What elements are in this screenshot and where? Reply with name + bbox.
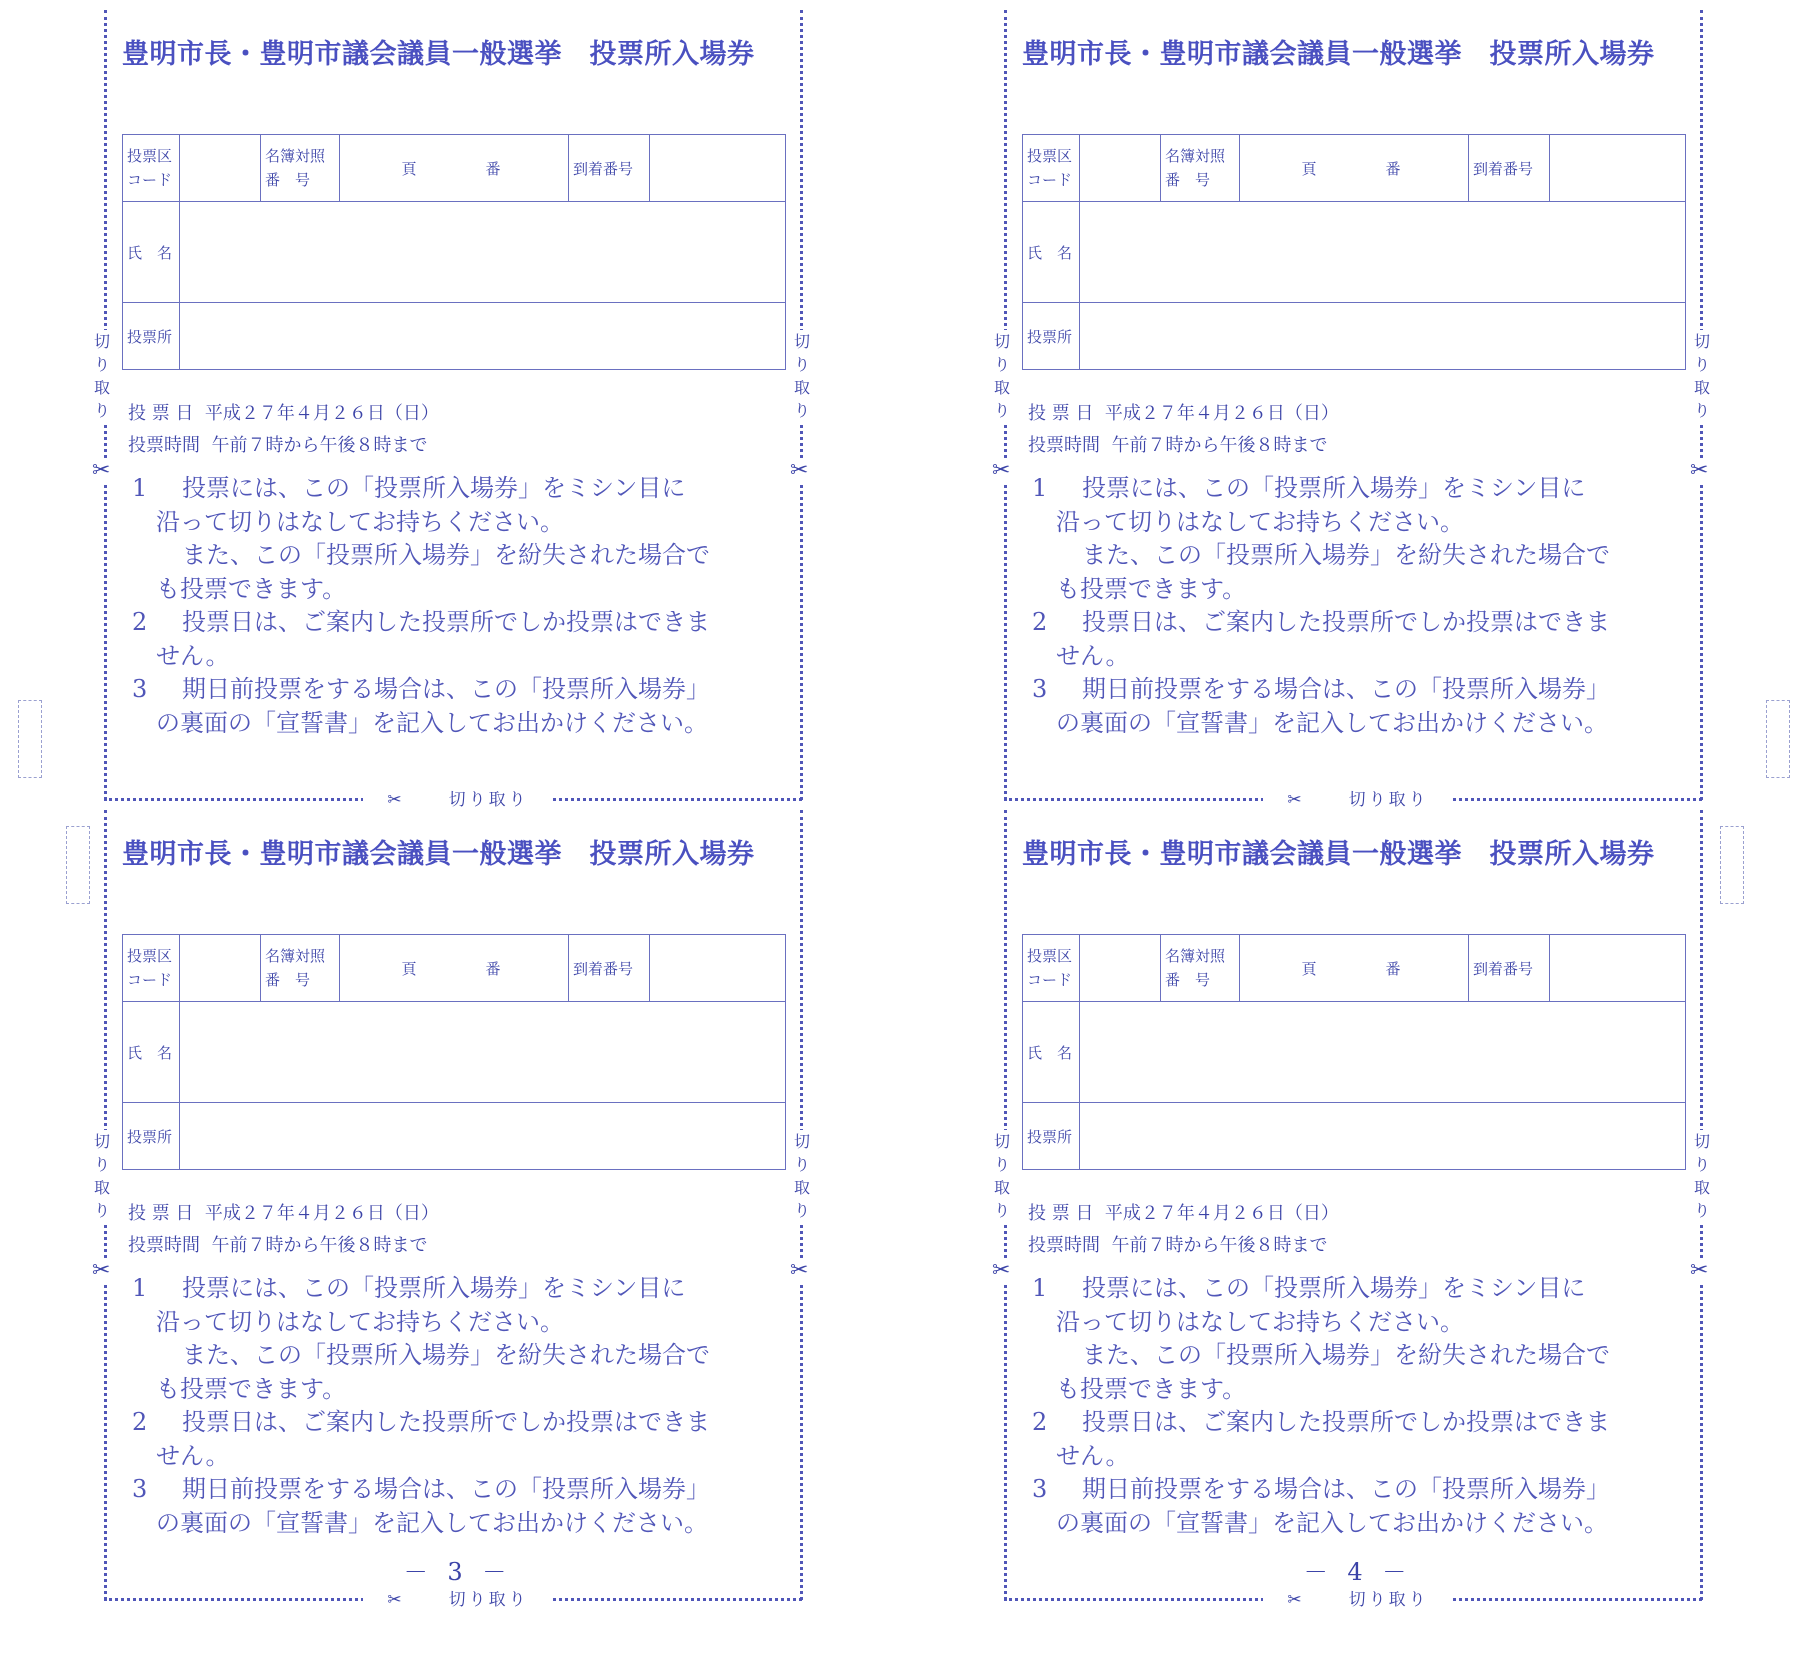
side-cut-label: 切り取り: [91, 330, 113, 422]
ticket-title: 豊明市長・豊明市議会議員一般選挙 投票所入場券: [122, 839, 755, 870]
side-cut-label: 切り取り: [791, 330, 813, 422]
arrival-number-value: [650, 935, 786, 1002]
name-value: [180, 1002, 786, 1103]
name-value: [180, 202, 786, 303]
edge-mark: [1766, 700, 1790, 778]
polling-place-label: 投票所: [1023, 303, 1080, 370]
scissors-icon: ✂: [1275, 1590, 1316, 1610]
voter-info-table: [1022, 934, 1686, 1170]
arrival-number-label: 到着番号: [1469, 935, 1550, 1002]
arrival-number-value: [1550, 935, 1686, 1002]
district-code-value: [1080, 135, 1161, 202]
side-cut-label: 切り取り: [791, 1130, 813, 1222]
vote-info: [1028, 398, 1339, 462]
page-number-label: 頁 番: [1240, 135, 1469, 202]
ticket-bottom-left: [88, 810, 828, 1610]
side-cut-label: 切り取り: [1691, 330, 1713, 422]
side-cut-label: 切り取り: [91, 1130, 113, 1222]
note-item: 1 投票には、この「投票所入場券」をミシン目に 沿って切りはなしてお持ちください。 また、この「投票所入場券」を紛失された場合で も投票できます。: [1032, 1274, 1610, 1403]
vote-day-value: 平成２７年４月２６日（日）: [1104, 1203, 1339, 1224]
scissors-icon: ✂: [92, 1258, 111, 1283]
edge-mark: [18, 700, 42, 778]
arrival-number-label: 到着番号: [1469, 135, 1550, 202]
vote-day-label: 投 票 日: [128, 403, 194, 424]
scissors-icon: ✂: [1690, 1258, 1709, 1283]
arrival-number-label: 到着番号: [569, 935, 650, 1002]
vote-time-value: 午前７時から午後８時まで: [1111, 435, 1328, 456]
vote-time-value: 午前７時から午後８時まで: [1111, 1235, 1328, 1256]
vote-info: [128, 398, 439, 462]
note-item: 1 投票には、この「投票所入場券」をミシン目に 沿って切りはなしてお持ちください。 また、この「投票所入場券」を紛失された場合で も投票できます。: [132, 474, 710, 603]
note-item: 1 投票には、この「投票所入場券」をミシン目に 沿って切りはなしてお持ちください。 また、この「投票所入場券」を紛失された場合で も投票できます。: [1032, 474, 1610, 603]
page-number-label: 頁 番: [340, 935, 569, 1002]
bottom-cut-label: ✂ 切り取り: [988, 785, 1728, 810]
polling-place-value: [180, 303, 786, 370]
scissors-icon: ✂: [992, 1258, 1011, 1283]
ticket-title: 豊明市長・豊明市議会議員一般選挙 投票所入場券: [1022, 39, 1655, 70]
ticket-title: 豊明市長・豊明市議会議員一般選挙 投票所入場券: [122, 39, 755, 70]
arrival-number-value: [650, 135, 786, 202]
note-item: 2 投票日は、ご案内した投票所でしか投票はできま せん。: [132, 608, 710, 670]
note-item: 1 投票には、この「投票所入場券」をミシン目に 沿って切りはなしてお持ちください。 また、この「投票所入場券」を紛失された場合で も投票できます。: [132, 1274, 710, 1403]
vote-time-label: 投票時間: [128, 435, 200, 456]
vote-day-value: 平成２７年４月２６日（日）: [204, 403, 439, 424]
notes-list: [132, 472, 782, 740]
arrival-number-value: [1550, 135, 1686, 202]
scissors-icon: ✂: [375, 790, 416, 810]
ticket-title: 豊明市長・豊明市議会議員一般選挙 投票所入場券: [1022, 839, 1655, 870]
bottom-cut-label: ✂ 切り取り: [88, 785, 828, 810]
note-item: 3 期日前投票をする場合は、この「投票所入場券」 の裏面の「宣誓書」を記入してお出かけください。: [1032, 1475, 1610, 1537]
name-label: 氏 名: [123, 202, 180, 303]
district-code-value: [180, 935, 261, 1002]
voter-info-table: [122, 934, 786, 1170]
name-label: 氏 名: [1023, 202, 1080, 303]
note-item: 3 期日前投票をする場合は、この「投票所入場券」 の裏面の「宣誓書」を記入してお出かけください。: [132, 675, 710, 737]
vote-info: [128, 1198, 439, 1262]
ticket-top-left: [88, 10, 828, 810]
voter-info-table: [1022, 134, 1686, 370]
note-item: 3 期日前投票をする場合は、この「投票所入場券」 の裏面の「宣誓書」を記入してお出かけください。: [1032, 675, 1610, 737]
district-code-value: [180, 135, 261, 202]
polling-place-value: [180, 1103, 786, 1170]
notes-list: [1032, 1272, 1682, 1540]
page-number: － 3 －: [403, 1558, 513, 1586]
vote-time-label: 投票時間: [1028, 1235, 1100, 1256]
district-code-value: [1080, 935, 1161, 1002]
vote-time-label: 投票時間: [1028, 435, 1100, 456]
bottom-cut-label: ✂ 切り取り: [88, 1585, 828, 1610]
scissors-icon: ✂: [790, 1258, 809, 1283]
arrival-number-label: 到着番号: [569, 135, 650, 202]
vote-time-value: 午前７時から午後８時まで: [211, 435, 428, 456]
polling-place-label: 投票所: [1023, 1103, 1080, 1170]
polling-place-label: 投票所: [123, 1103, 180, 1170]
note-item: 3 期日前投票をする場合は、この「投票所入場券」 の裏面の「宣誓書」を記入してお出かけください。: [132, 1475, 710, 1537]
note-item: 2 投票日は、ご案内した投票所でしか投票はできま せん。: [132, 1408, 710, 1470]
polling-place-value: [1080, 303, 1686, 370]
scissors-icon: ✂: [992, 458, 1011, 483]
voter-info-table: [122, 134, 786, 370]
name-label: 氏 名: [1023, 1002, 1080, 1103]
ticket-bottom-right: [988, 810, 1728, 1610]
vote-day-label: 投 票 日: [1028, 1203, 1094, 1224]
side-cut-label: 切り取り: [1691, 1130, 1713, 1222]
vote-time-label: 投票時間: [128, 1235, 200, 1256]
polling-place-label: 投票所: [123, 303, 180, 370]
district-code-label: 投票区 コード: [1023, 935, 1080, 1002]
vote-time-value: 午前７時から午後８時まで: [211, 1235, 428, 1256]
notes-list: [132, 1272, 782, 1540]
register-number-label: 名簿対照 番 号: [1161, 135, 1240, 202]
vote-day-label: 投 票 日: [128, 1203, 194, 1224]
vote-day-value: 平成２７年４月２６日（日）: [204, 1203, 439, 1224]
district-code-label: 投票区 コード: [1023, 135, 1080, 202]
ticket-top-right: [988, 10, 1728, 810]
vote-info: [1028, 1198, 1339, 1262]
page-number-label: 頁 番: [1240, 935, 1469, 1002]
side-cut-label: 切り取り: [991, 1130, 1013, 1222]
register-number-label: 名簿対照 番 号: [261, 935, 340, 1002]
scissors-icon: ✂: [1275, 790, 1316, 810]
edge-mark: [66, 826, 90, 904]
scissors-icon: ✂: [1690, 458, 1709, 483]
name-label: 氏 名: [123, 1002, 180, 1103]
scissors-icon: ✂: [375, 1590, 416, 1610]
page-number-label: 頁 番: [340, 135, 569, 202]
bottom-cut-label: ✂ 切り取り: [988, 1585, 1728, 1610]
side-cut-label: 切り取り: [991, 330, 1013, 422]
name-value: [1080, 202, 1686, 303]
polling-place-value: [1080, 1103, 1686, 1170]
district-code-label: 投票区 コード: [123, 935, 180, 1002]
page-number: － 4 －: [1303, 1558, 1413, 1586]
register-number-label: 名簿対照 番 号: [1161, 935, 1240, 1002]
scissors-icon: ✂: [790, 458, 809, 483]
notes-list: [1032, 472, 1682, 740]
note-item: 2 投票日は、ご案内した投票所でしか投票はできま せん。: [1032, 1408, 1610, 1470]
vote-day-label: 投 票 日: [1028, 403, 1094, 424]
name-value: [1080, 1002, 1686, 1103]
scissors-icon: ✂: [92, 458, 111, 483]
note-item: 2 投票日は、ご案内した投票所でしか投票はできま せん。: [1032, 608, 1610, 670]
district-code-label: 投票区 コード: [123, 135, 180, 202]
register-number-label: 名簿対照 番 号: [261, 135, 340, 202]
vote-day-value: 平成２７年４月２６日（日）: [1104, 403, 1339, 424]
